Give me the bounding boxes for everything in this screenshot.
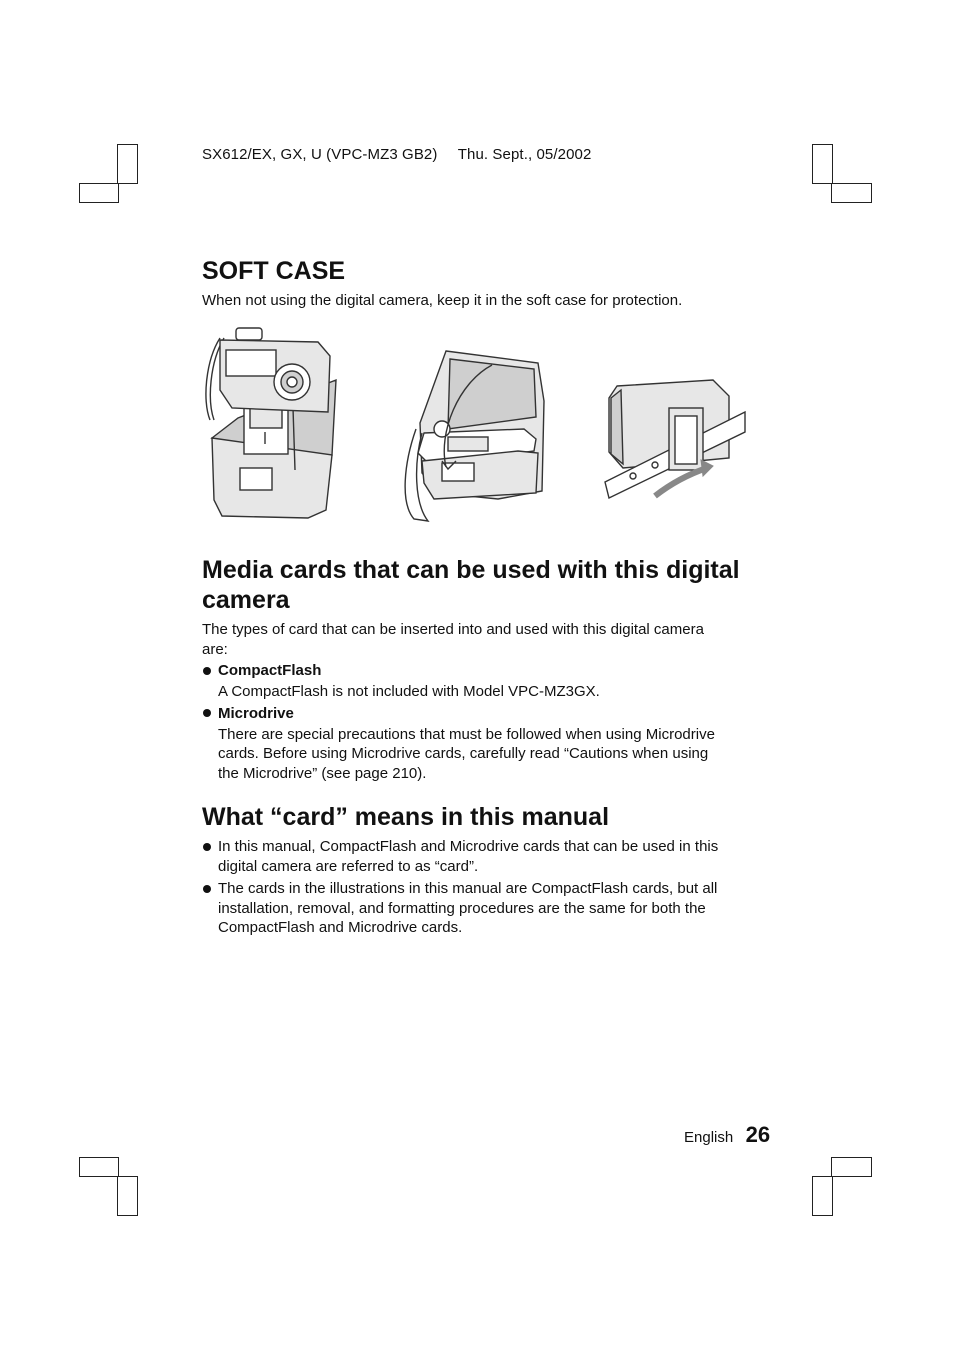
page-number: 26 xyxy=(745,1122,771,1147)
bullet-line: In this manual, CompactFlash and Microdrive cards that can be used in this xyxy=(218,838,719,855)
media-cards-title xyxy=(202,555,750,615)
document-header xyxy=(202,146,591,163)
compactflash-line: A CompactFlash is not included with Model VPC-MZ3GX. xyxy=(218,683,600,700)
bullet-line: CompactFlash and Microdrive cards. xyxy=(218,919,463,936)
microdrive-line: There are special precautions that must be followed when using Microdrive xyxy=(218,725,715,743)
media-cards-intro-line1: The types of card that can be inserted into and used with this digital camera xyxy=(202,621,704,638)
card-meaning-bullet xyxy=(202,837,750,876)
page-footer xyxy=(684,1122,770,1148)
media-cards-content xyxy=(202,620,750,783)
bullet-line: digital camera are referred to as “card”. xyxy=(218,857,479,875)
header-model: SX612/EX, GX, U (VPC-MZ3 GB2) xyxy=(202,146,438,163)
camera-into-case-illustration xyxy=(198,320,343,525)
compactflash-name: CompactFlash xyxy=(218,662,322,679)
case-on-belt-illustration xyxy=(603,372,748,500)
crop-mark-bottom-left-horizontal xyxy=(79,1157,119,1177)
footer-language: English xyxy=(684,1129,734,1146)
soft-case-title: SOFT CASE xyxy=(202,257,346,285)
camera-in-case-illustration xyxy=(398,343,553,525)
crop-mark-top-left-vertical xyxy=(117,144,138,184)
microdrive-name: Microdrive xyxy=(218,704,294,722)
bullet-dot-icon xyxy=(203,667,211,675)
card-meaning-title: What “card” means in this manual xyxy=(202,803,610,831)
crop-mark-bottom-right-vertical xyxy=(812,1176,833,1216)
microdrive-line: the Microdrive” (see page 210). xyxy=(218,764,427,782)
media-cards-title-line1: Media cards that can be used with this digital xyxy=(202,556,740,584)
bullet-dot-icon xyxy=(203,709,211,717)
bullet-line: The cards in the illustrations in this manual are CompactFlash cards, but all xyxy=(218,880,718,897)
crop-mark-top-right-horizontal xyxy=(831,183,872,203)
soft-case-body: When not using the digital camera, keep it in the soft case for protection. xyxy=(202,292,683,309)
media-cards-title-line2: camera xyxy=(202,586,290,614)
media-cards-intro xyxy=(202,620,750,659)
crop-mark-bottom-right-horizontal xyxy=(831,1157,872,1177)
crop-mark-bottom-left-vertical xyxy=(117,1176,138,1216)
compactflash-description xyxy=(202,682,750,702)
microdrive-description xyxy=(202,725,750,784)
bullet-dot-icon xyxy=(203,885,211,893)
microdrive-line: cards. Before using Microdrive cards, carefully read “Cautions when using xyxy=(218,745,709,762)
card-meaning-bullet xyxy=(202,879,750,938)
compactflash-item-title xyxy=(202,661,750,681)
microdrive-item-title xyxy=(202,704,750,724)
crop-mark-top-right-vertical xyxy=(812,144,833,184)
media-cards-intro-line2: are: xyxy=(202,640,228,658)
bullet-dot-icon xyxy=(203,843,211,851)
header-date: Thu. Sept., 05/2002 xyxy=(457,146,592,163)
crop-mark-top-left-horizontal xyxy=(79,183,119,203)
bullet-line: installation, removal, and formatting procedures are the same for both the xyxy=(218,899,706,917)
card-meaning-list xyxy=(202,837,750,941)
